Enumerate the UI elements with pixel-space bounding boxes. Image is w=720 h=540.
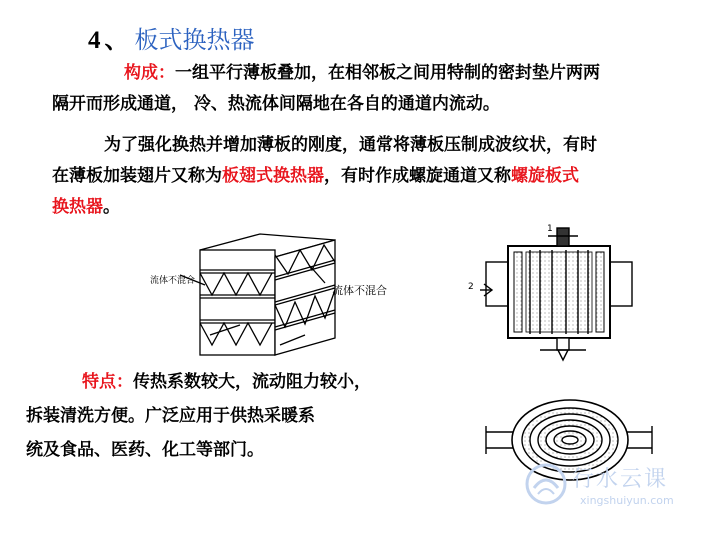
- spiral-term-part-2: 换热器: [52, 197, 103, 217]
- composition-label: 构成：: [124, 63, 175, 83]
- section-separator: 、: [104, 26, 129, 54]
- enhancement-text-2: 在薄板加装翅片又称为: [52, 166, 222, 186]
- spiral-exchanger-section: [468, 222, 636, 364]
- composition-line-2: 隔开而形成通道， 冷、热流体间隔地在各自的通道内流动。: [52, 94, 500, 114]
- slide-title: [88, 22, 255, 59]
- features-label: 特点：: [82, 372, 133, 392]
- spiral-port-1: 1: [547, 224, 553, 234]
- section-heading: 板式换热器: [134, 26, 255, 54]
- watermark: [524, 460, 704, 518]
- plate-fin-term: 板翅式换热器: [222, 166, 324, 186]
- spiral-term-part-1: 螺旋板式: [511, 166, 579, 186]
- features-paragraph: [26, 365, 446, 467]
- features-text-1: 传热系数较大，流动阻力较小，: [133, 372, 371, 392]
- enhancement-line-3: [52, 192, 692, 223]
- features-line-2: 拆装清洗方便。广泛应用于供热采暖系: [26, 406, 315, 426]
- watermark-logo-icon: [524, 462, 568, 506]
- composition-text-1: 一组平行薄板叠加，在相邻板之间用特制的密封垫片两两: [175, 63, 600, 83]
- enhancement-paragraph: [52, 130, 692, 223]
- features-line-3: 统及食品、医药、化工等部门。: [26, 440, 264, 460]
- enhancement-period: 。: [103, 197, 120, 217]
- watermark-name: 行水云课: [572, 467, 669, 492]
- plate-fin-diagram: [150, 232, 350, 358]
- enhancement-line-2: [52, 161, 692, 192]
- enhancement-line-1: 为了强化换热并增加薄板的刚度，通常将薄板压制成波纹状，有时: [104, 135, 597, 155]
- composition-line-1: [52, 58, 692, 89]
- enhancement-text-3: ，有时作成螺旋通道又称: [324, 166, 511, 186]
- plate-fin-label-left: 流体不混合: [150, 276, 196, 286]
- composition-paragraph: [52, 58, 692, 120]
- watermark-url: xingshuiyun.com: [580, 494, 674, 507]
- features-line-1: [26, 365, 446, 399]
- spiral-port-2: 2: [468, 282, 474, 292]
- plate-fin-label-right: 流体不混合: [332, 284, 387, 297]
- section-number: 4: [88, 27, 101, 54]
